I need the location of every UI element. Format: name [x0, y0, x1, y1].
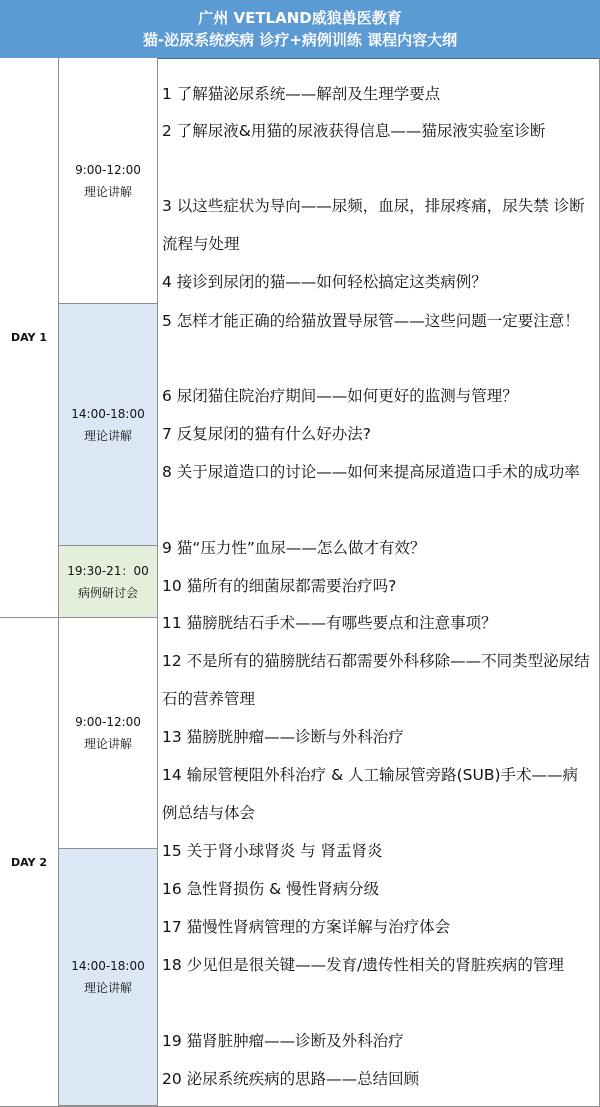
session-cell [59, 849, 158, 1106]
topic-item: 1 了解猫泌尿系统——解剖及生理学要点 [162, 85, 441, 103]
topic-item: 2 了解尿液&用猫的尿液获得信息——猫尿液实验室诊断 [162, 122, 546, 140]
session-type: 理论讲解 [83, 184, 132, 199]
topic-item: 12 不是所有的猫膀胱结石都需要外科移除——不同类型泌尿结石的营养管理 [162, 652, 590, 708]
session-cell [59, 304, 158, 546]
page-header [0, 0, 600, 59]
topic-item: 16 急性肾损伤 & 慢性肾病分级 [162, 880, 380, 898]
topic-item: 9 猫“压力性”血尿——怎么做才有效？ [162, 539, 426, 557]
session-cell [59, 546, 158, 618]
session-time: 19:30-21：00 [67, 563, 149, 578]
session-time: 14:00-18:00 [71, 406, 145, 421]
topic-item: 15 关于肾小球肾炎 与 肾盂肾炎 [162, 842, 383, 860]
session-type: 理论讲解 [83, 981, 132, 995]
topic-item: 13 猫膀胱肿瘤——诊断与外科治疗 [162, 728, 404, 746]
day-label: DAY 1 [0, 58, 59, 618]
session-cell [59, 58, 158, 304]
session-time: 14:00-18:00 [71, 959, 145, 973]
topic-item: 8 关于尿道造口的讨论——如何来提高尿道造口手术的成功率 [162, 463, 580, 481]
day-label: DAY 2 [0, 618, 59, 1107]
topic-item: 14 输尿管梗阻外科治疗 & 人工输尿管旁路(SUB)手术——病例总结与体会 [162, 766, 579, 822]
header-subtitle: 猫-泌尿系统疾病 诊疗+病例训练 课程内容大纲 [142, 31, 458, 49]
topic-item: 18 少见但是很关键——发育/遗传性相关的肾脏疾病的管理 [162, 956, 564, 974]
topic-item: 6 尿闭猫住院治疗期间——如何更好的监测与管理？ [162, 387, 518, 405]
session-time: 9:00-12:00 [75, 715, 141, 729]
session-type: 病例研讨会 [77, 585, 138, 600]
topic-item: 7 反复尿闭的猫有什么好办法? [162, 425, 372, 443]
topic-item: 5 怎样才能正确的给猫放置导尿管——这些问题一定要注意！ [162, 312, 580, 330]
session-cell [59, 618, 158, 849]
topic-item: 17 猫慢性肾病管理的方案详解与治疗体会 [162, 918, 451, 936]
topic-item: 10 猫所有的细菌尿都需要治疗吗? [162, 577, 397, 595]
topic-item: 20 泌尿系统疾病的思路——总结回顾 [162, 1070, 420, 1088]
session-type: 理论讲解 [83, 428, 132, 443]
session-time: 9:00-12:00 [75, 162, 141, 177]
session-type: 理论讲解 [83, 737, 132, 751]
topic-item: 19 猫肾脏肿瘤——诊断及外科治疗 [162, 1032, 404, 1050]
header-title: 广州 VETLAND威狼兽医教育 [198, 9, 402, 27]
topic-item: 11 猫膀胱结石手术——有哪些要点和注意事项？ [162, 614, 497, 632]
topic-item: 4 接诊到尿闭的猫——如何轻松搞定这类病例？ [162, 273, 487, 291]
topic-item: 3 以这些症状为导向——尿频，血尿，排尿疼痛，尿失禁 诊断流程与处理 [162, 197, 585, 253]
